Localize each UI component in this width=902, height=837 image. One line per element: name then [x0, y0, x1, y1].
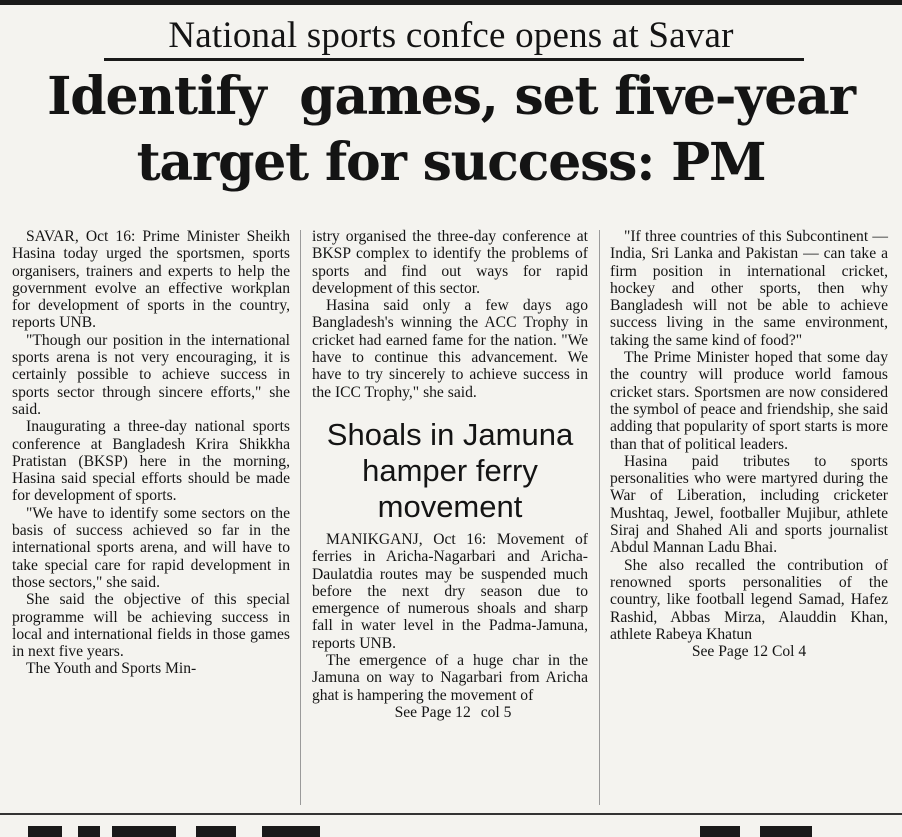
- paragraph: "If three countries of this Subcontinent — India, Sri Lanka and Pakistan — can take a firm position in international cricket, hockey and other sports, then why Bangladesh will not be able to achieve success living in the same environment, taking the same kind of food?": [610, 228, 888, 349]
- paragraph: The Prime Minister hoped that some day the country will produce world famous cricket stars. Sportsmen are now considered the symbol of peace and friendship, she said adding that popularity of sport starts is more than that of political leaders.: [610, 349, 888, 453]
- continue-page: See Page 12: [394, 703, 471, 721]
- continue-col: col 5: [480, 703, 512, 721]
- headline-line-2: target for success: PM: [136, 132, 766, 193]
- subhead-line-3: movement: [377, 488, 523, 524]
- next-headline-fragment: [0, 820, 902, 837]
- ferry-story-subhead: [312, 417, 588, 525]
- paragraph: Hasina paid tributes to sports personalities who were martyred during the War of Liberation, including cricketer Mushtaq, Jewel, footballer Mujibur, athlete Siraj and Shahed Ali and sports journalist Abdul Mannan Ladu Bhai.: [610, 452, 888, 557]
- paragraph: Hasina said only a few days ago Bangladesh's winning the ACC Trophy in cricket had earned fame for the nation. "We have to continue this advancement. We have to try sincerely to achieve success in the ICC Trophy," she said.: [312, 297, 588, 401]
- kicker-headline: National sports confce opens at Savar: [168, 15, 734, 56]
- column-divider: [300, 230, 301, 805]
- paragraph: istry organised the three-day conference at BKSP complex to identify the problems of sports and find out ways for rapid development of this sector.: [312, 228, 588, 297]
- paragraph: Inaugurating a three-day national sports conference at Bangladesh Krira Shikkha Pratistan (BKSP) here in the morning, Hasina said special efforts should be made for development of sports.: [12, 418, 290, 505]
- article-column-3: [610, 228, 888, 660]
- kicker-rule: [104, 58, 804, 61]
- column-divider: [599, 230, 600, 805]
- paragraph: The emergence of a huge char in the Jamuna on way to Nagarbari from Aricha ghat is hampering the movement of: [312, 652, 588, 704]
- article-column-2: [312, 228, 588, 721]
- subhead-line-2: hamper ferry: [362, 452, 538, 488]
- paragraph: SAVAR, Oct 16: Prime Minister Sheikh Hasina today urged the sportsmen, sports organisers, trainers and experts to help the government evolve an effective workplan for development of sports in the country, reports UNB.: [12, 228, 290, 332]
- paragraph: She said the objective of this special programme will be achieving success in local and international fields in those games in next five years.: [12, 591, 290, 661]
- top-rule: [0, 0, 902, 5]
- headline-line-1: Identify games, set five-year: [47, 66, 855, 127]
- main-headline: [10, 64, 892, 196]
- paragraph: MANIKGANJ, Oct 16: Movement of ferries in Aricha-Nagarbari and Aricha-Daulatdia routes may be suspended much before the next dry season due to emergence of numerous shoals and sharp fall in water level in the Padma-Jamuna, reports UNB.: [312, 530, 588, 652]
- article-continue-line: See Page 12 Col 4: [691, 643, 807, 661]
- paragraph: She also recalled the contribution of renowned sports personalities of the country, like football legend Samad, Hafez Rashid, Abbas Mirza, Alauddin Khan, athlete Rabeya Khatun: [610, 556, 888, 643]
- paragraph: "We have to identify some sectors on the basis of success achieved so far in the international sports arena, and will have to take special care for rapid development in those sectors," she said.: [12, 504, 290, 591]
- bottom-rule: [0, 813, 902, 815]
- ferry-continue-line: [312, 704, 588, 721]
- paragraph: The Youth and Sports Min-: [26, 660, 197, 678]
- paragraph: "Though our position in the international sports arena is not very encouraging, it is certainly possible to achieve success in sports sector through sincere efforts," she said.: [12, 331, 290, 418]
- subhead-line-1: Shoals in Jamuna: [326, 416, 574, 452]
- article-column-1: [12, 228, 290, 678]
